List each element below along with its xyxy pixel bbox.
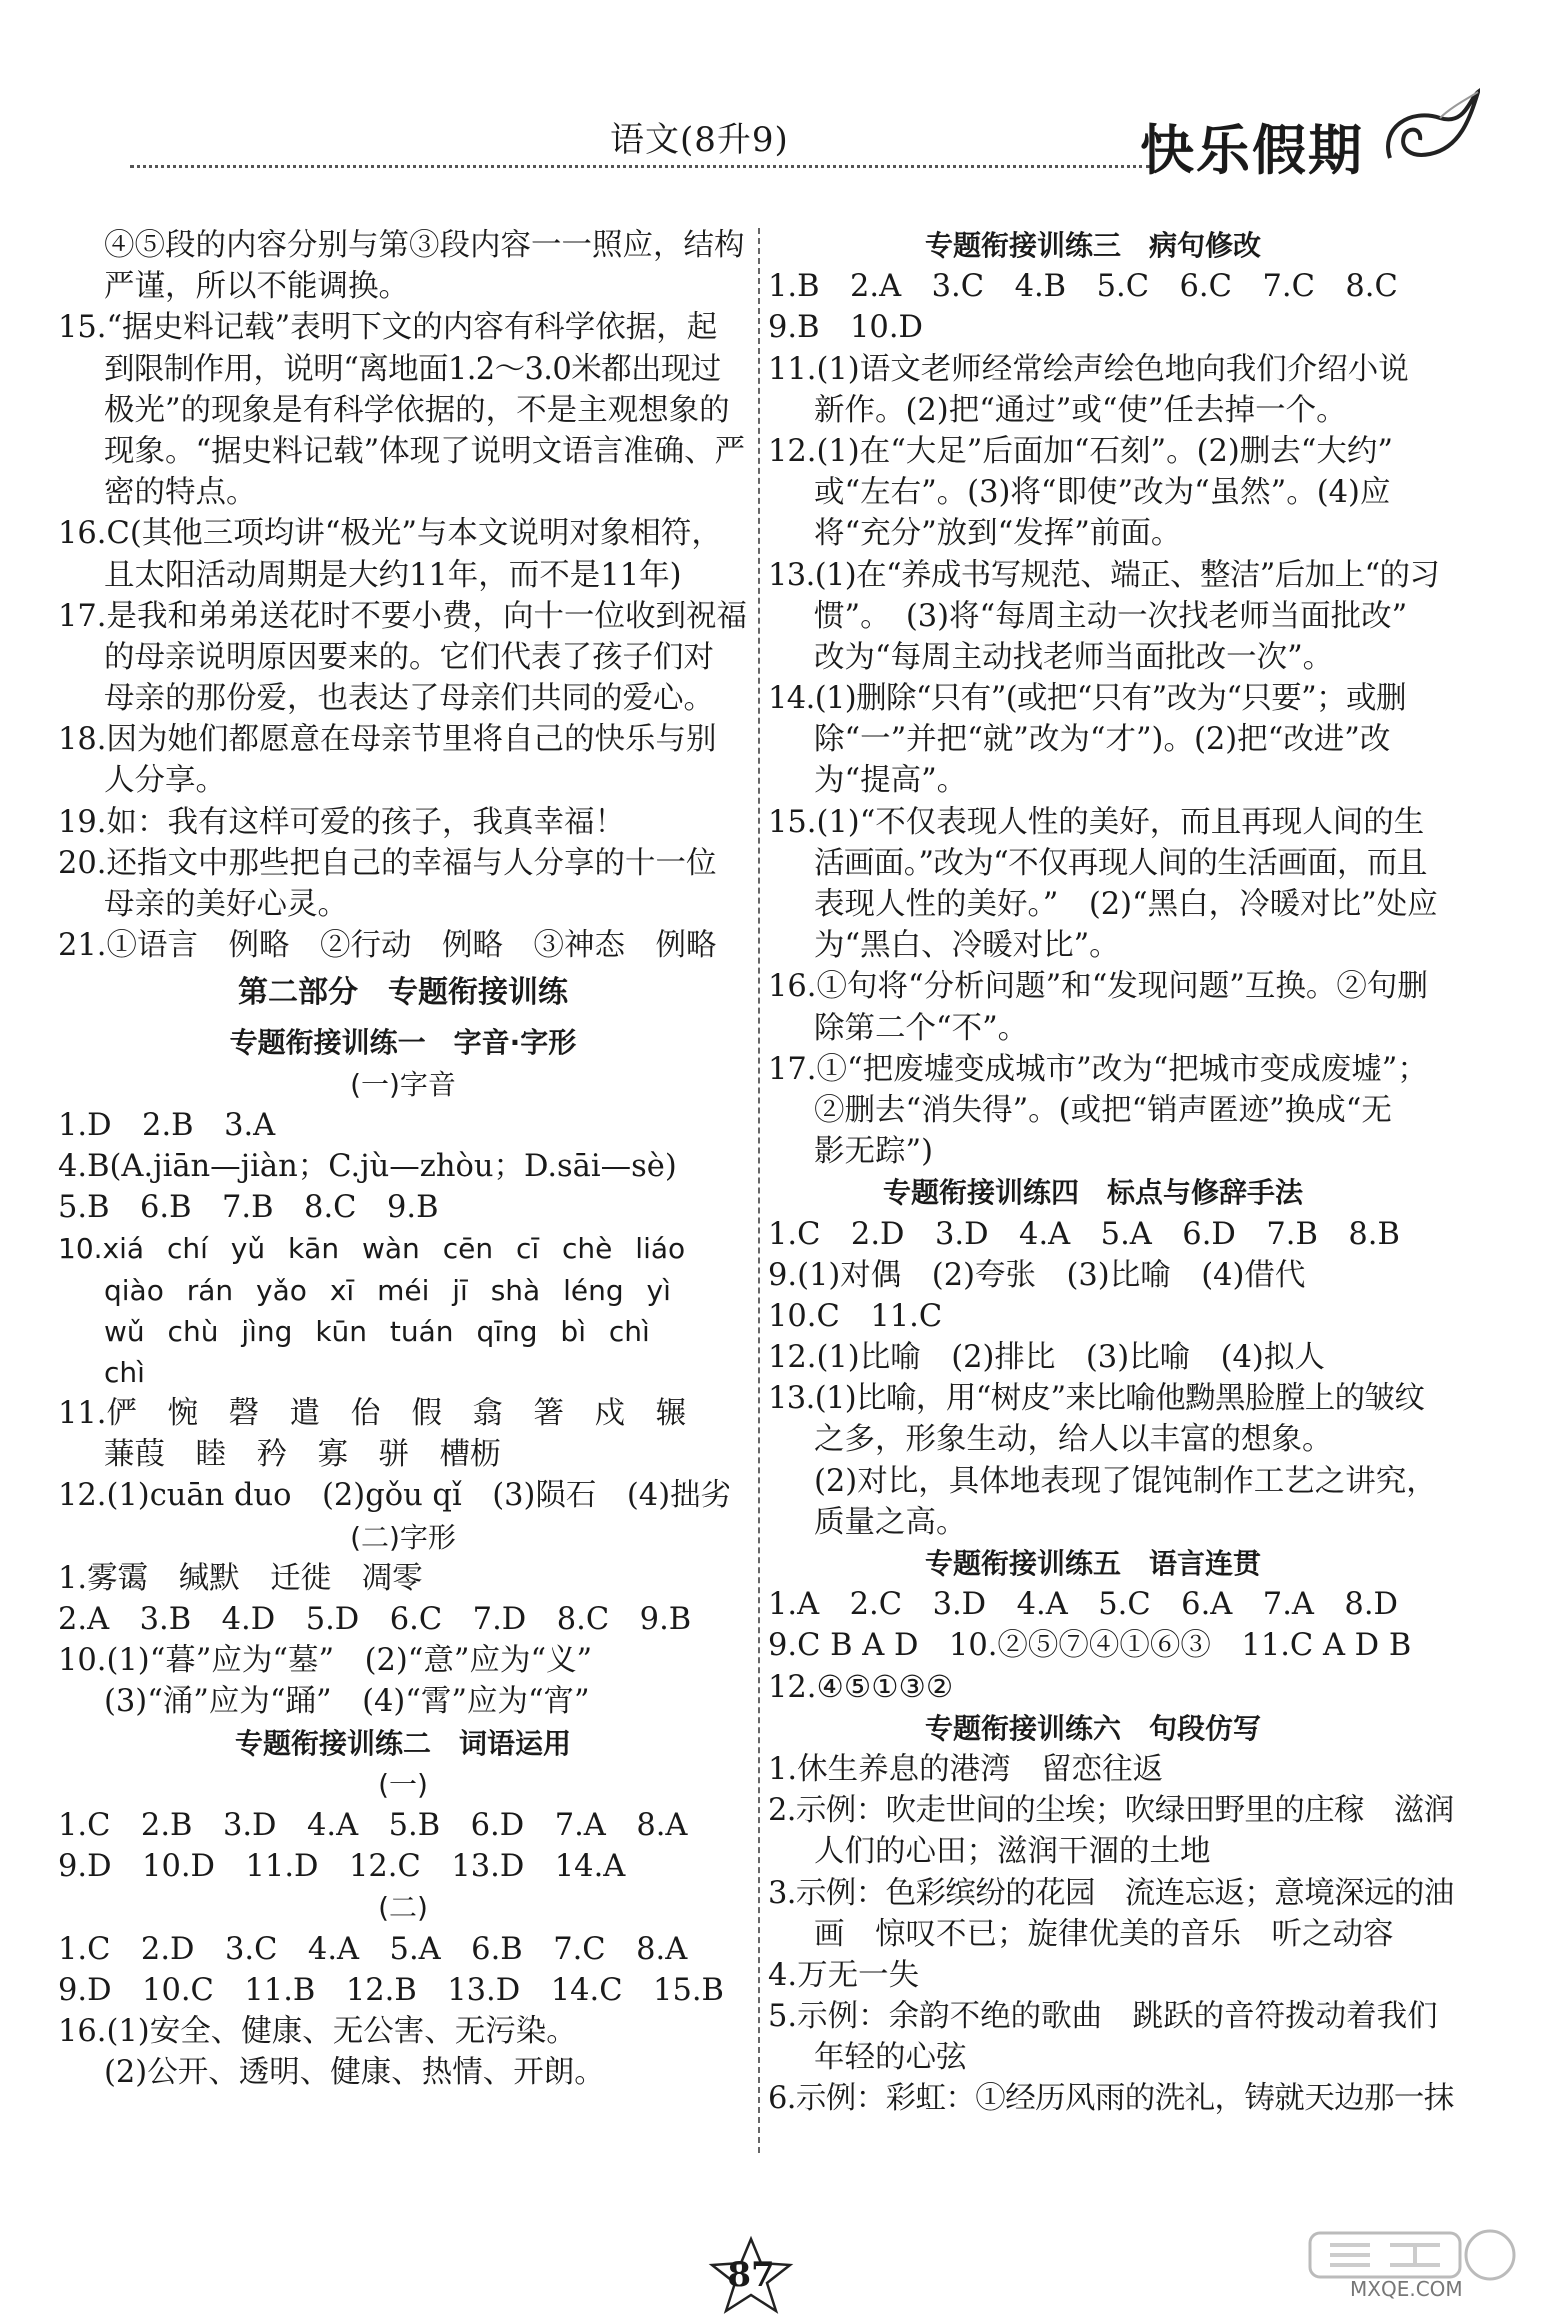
answer-line: 之多，形象生动，给人以丰富的想象。 (814, 1422, 1333, 1458)
answer-line: 18.因为她们都愿意在母亲节里将自己的快乐与别 (58, 722, 717, 758)
answer-line: (3)“涌”应为“踊” (4)“霄”应为“宵” (104, 1684, 590, 1720)
answer-line: ④⑤段的内容分别与第③段内容一一照应，结构 (104, 228, 745, 263)
answer-line: 改为“每周主动找老师当面批改一次”。 (814, 639, 1334, 675)
answer-line: 表现人性的美好。” (2)“黑白，冷暖对比”处应 (814, 887, 1438, 922)
answer-line: 16.(1)安全、健康、无公害、无污染。 (58, 2013, 577, 2049)
answer-line: 21.①语言 例略 ②行动 例略 ③神态 例略 (58, 928, 717, 964)
answer-line: 12.(1)在“大足”后面加“石刻”。(2)删去“大约” (768, 433, 1393, 469)
answer-line: (2)公开、透明、健康、热情、开朗。 (104, 2055, 605, 2091)
section-heading: (一) (378, 1767, 428, 1801)
answer-line: wǔ chù jìng kūn tuán qīng bì chì (104, 1314, 650, 1348)
answer-line: (2)对比，具体地表现了馄饨制作工艺之讲究， (814, 1463, 1437, 1499)
left-column (58, 225, 748, 2093)
answer-line: 6.示例：彩虹：①经历风雨的洗礼，铸就天边那一抹 (768, 2081, 1454, 2117)
section-heading: (二) (378, 1891, 428, 1925)
answer-line: 除第二个“不”。 (814, 1010, 1029, 1046)
answer-line: 母亲的那份爱，也表达了母亲们共同的爱心。 (104, 681, 714, 717)
answer-line: 15.(1)“不仅表现人性的美好，而且再现人间的生 (768, 804, 1425, 840)
answer-line: 19.如：我有这样可爱的孩子，我真幸福！ (58, 804, 626, 840)
page-header (0, 0, 1544, 205)
answer-line: 且太阳活动周期是大约11年，而不是11年) (104, 557, 682, 593)
answer-line: 1.A 2.C 3.D 4.A 5.C 6.A 7.A 8.D (768, 1587, 1398, 1623)
answer-line: 5.示例：余韵不绝的歌曲 跳跃的音符拨动着我们 (768, 1999, 1438, 2035)
answer-line: 11.(1)语文老师经常绘声绘色地向我们介绍小说 (768, 351, 1409, 387)
watermark-seal-icon (1300, 2225, 1530, 2285)
answer-line: 13.(1)比喻，用“树皮”来比喻他黝黑脸膛上的皱纹 (768, 1381, 1425, 1417)
header-rule (130, 165, 1150, 168)
answer-line: 1.雾霭 缄默 迁徙 凋零 (58, 1560, 423, 1596)
answer-line: 13.(1)在“养成书写规范、端正、整洁”后加上“的习 (768, 557, 1440, 593)
answer-line: 1.B 2.A 3.C 4.B 5.C 6.C 7.C 8.C (768, 269, 1398, 305)
page-number-badge (706, 2235, 796, 2315)
section-heading: 专题衔接训练三 病句修改 (924, 229, 1261, 262)
answer-line: 1.C 2.D 3.C 4.A 5.A 6.B 7.C 8.A (58, 1931, 688, 1967)
answer-line: 画 惊叹不已；旋律优美的音乐 听之动容 (814, 1916, 1394, 1952)
section-heading: 专题衔接训练二 词语运用 (234, 1726, 571, 1760)
answer-line: 现象。“据史料记载”体现了说明文语言准确、严 (104, 433, 746, 469)
section-heading: 专题衔接训练五 语言连贯 (924, 1547, 1261, 1580)
answer-line: 1.D 2.B 3.A (58, 1107, 276, 1143)
answer-line: 1.C 2.D 3.D 4.A 5.A 6.D 7.B 8.B (768, 1216, 1400, 1252)
answer-line: 10.C 11.C (768, 1298, 943, 1334)
section-heading: 第二部分 专题衔接训练 (238, 975, 568, 1011)
right-column (768, 225, 1454, 2120)
answer-line: 将“充分”放到“发挥”前面。 (814, 516, 1182, 552)
answer-line: 严谨，所以不能调换。 (104, 269, 409, 305)
answer-line: 人分享。 (104, 763, 226, 799)
column-divider (758, 228, 760, 2153)
answer-line: 1.休生养息的港湾 留恋往返 (768, 1751, 1164, 1787)
answer-line: 9.D 10.D 11.D 12.C 13.D 14.A (58, 1849, 626, 1885)
answer-line: 到限制作用，说明“离地面1.2～3.0米都出现过 (104, 351, 721, 387)
answer-line: 新作。(2)把“通过”或“使”任去掉一个。 (814, 392, 1347, 428)
answer-line: 1.C 2.B 3.D 4.A 5.B 6.D 7.A 8.A (58, 1807, 688, 1843)
answer-line: 质量之高。 (814, 1504, 967, 1540)
answer-line: 蒹葭 睦 矜 寡 骈 槽枥 (104, 1437, 501, 1473)
answer-line: 的母亲说明原因要来的。它们代表了孩子们对 (104, 639, 714, 675)
watermark-site: MXQE.COM (1350, 2277, 1463, 2301)
section-heading: (一)字音 (350, 1067, 456, 1101)
answer-line: 10.xiá chí yǔ kān wàn cēn cī chè liáo (58, 1232, 686, 1266)
answer-line: 2.A 3.B 4.D 5.D 6.C 7.D 8.C 9.B (58, 1602, 692, 1637)
watermark-logo (1300, 2225, 1530, 2310)
answer-line: 9.B 10.D (768, 310, 923, 346)
answer-line: 为“提高”。 (814, 763, 968, 799)
brand-title: 快乐假期 (1140, 119, 1364, 182)
answer-line: 4.B(A.jiān—jiàn；C.jù—zhòu；D.sāi—sè) (58, 1148, 677, 1184)
leaf-icon (1370, 88, 1480, 188)
answer-line: 11.俨 惋 磬 遣 佁 假 翕 箸 戍 辗 (58, 1396, 687, 1432)
answer-line: 15.“据史料记载”表明下文的内容有科学依据，起 (58, 310, 718, 346)
answer-line: 10.(1)“暮”应为“墓” (2)“意”应为“义” (58, 1643, 593, 1679)
answer-line: 12.④⑤①③② (768, 1669, 954, 1705)
answer-line: 9.(1)对偶 (2)夸张 (3)比喻 (4)借代 (768, 1257, 1306, 1293)
page-number: 87 (727, 2255, 775, 2295)
answer-line: 2.示例：吹走世间的尘埃；吹绿田野里的庄稼 滋润 (768, 1793, 1454, 1829)
answer-line: 惯”。 (3)将“每周主动一次找老师当面批改” (814, 598, 1408, 634)
answer-line: 12.(1)cuān duo (2)gǒu qǐ (3)陨石 (4)拙劣 (58, 1478, 732, 1514)
answer-line: 16.C(其他三项均讲“极光”与本文说明对象相符， (58, 516, 722, 552)
answer-line: 3.示例：色彩缤纷的花园 流连忘返；意境深远的油 (768, 1875, 1454, 1911)
answer-line: ②删去“消失得”。(或把“销声匿迹”换成“无 (814, 1092, 1392, 1128)
answer-line: 9.C B A D 10.②⑤⑦④①⑥③ 11.C A D B (768, 1628, 1412, 1664)
section-heading: 专题衔接训练一 字音·字形 (229, 1026, 577, 1060)
answer-line: 为“黑白、冷暖对比”。 (814, 928, 1120, 964)
answer-line: 5.B 6.B 7.B 8.C 9.B (58, 1190, 439, 1226)
answer-line: 4.万无一失 (768, 1957, 920, 1993)
section-heading: 专题衔接训练六 句段仿写 (924, 1711, 1261, 1745)
answer-line: 人们的心田；滋润干涸的土地 (814, 1834, 1211, 1870)
answer-line: 17.是我和弟弟送花时不要小费，向十一位收到祝福 (58, 598, 748, 634)
answer-line: 母亲的美好心灵。 (104, 887, 348, 922)
answer-line: 或“左右”。(3)将“即使”改为“虽然”。(4)应 (814, 475, 1391, 511)
answer-line: 12.(1)比喻 (2)排比 (3)比喻 (4)拟人 (768, 1340, 1325, 1376)
answer-line: 17.①“把废墟变成城市”改为“把城市变成废墟”； (768, 1051, 1428, 1087)
answer-line: 密的特点。 (104, 475, 257, 511)
answer-line: 16.①句将“分析问题”和“发现问题”互换。②句删 (768, 969, 1428, 1005)
answer-line: 14.(1)删除“只有”(或把“只有”改为“只要”；或删 (768, 681, 1406, 717)
answer-line: 活画面。”改为“不仅再现人间的生活画面，而且 (814, 845, 1427, 881)
answer-line: 影无踪”) (814, 1134, 933, 1170)
section-heading: 专题衔接训练四 标点与修辞手法 (882, 1176, 1303, 1210)
answer-line: 20.还指文中那些把自己的幸福与人分享的十一位 (58, 845, 717, 881)
answer-line: 年轻的心弦 (814, 2040, 967, 2076)
answer-line: chì (104, 1355, 145, 1389)
answer-line: 9.D 10.C 11.B 12.B 13.D 14.C 15.B (58, 1972, 724, 2008)
answer-line: 除“一”并把“就”改为“才”)。(2)把“改进”改 (814, 722, 1391, 758)
answer-line: 极光”的现象是有科学依据的，不是主观想象的 (104, 392, 730, 428)
answer-line: qiào rán yǎo xī méi jī shà léng yì (104, 1273, 671, 1307)
section-heading: (二)字形 (350, 1520, 456, 1554)
subject-label: 语文(8升9) (610, 120, 789, 160)
